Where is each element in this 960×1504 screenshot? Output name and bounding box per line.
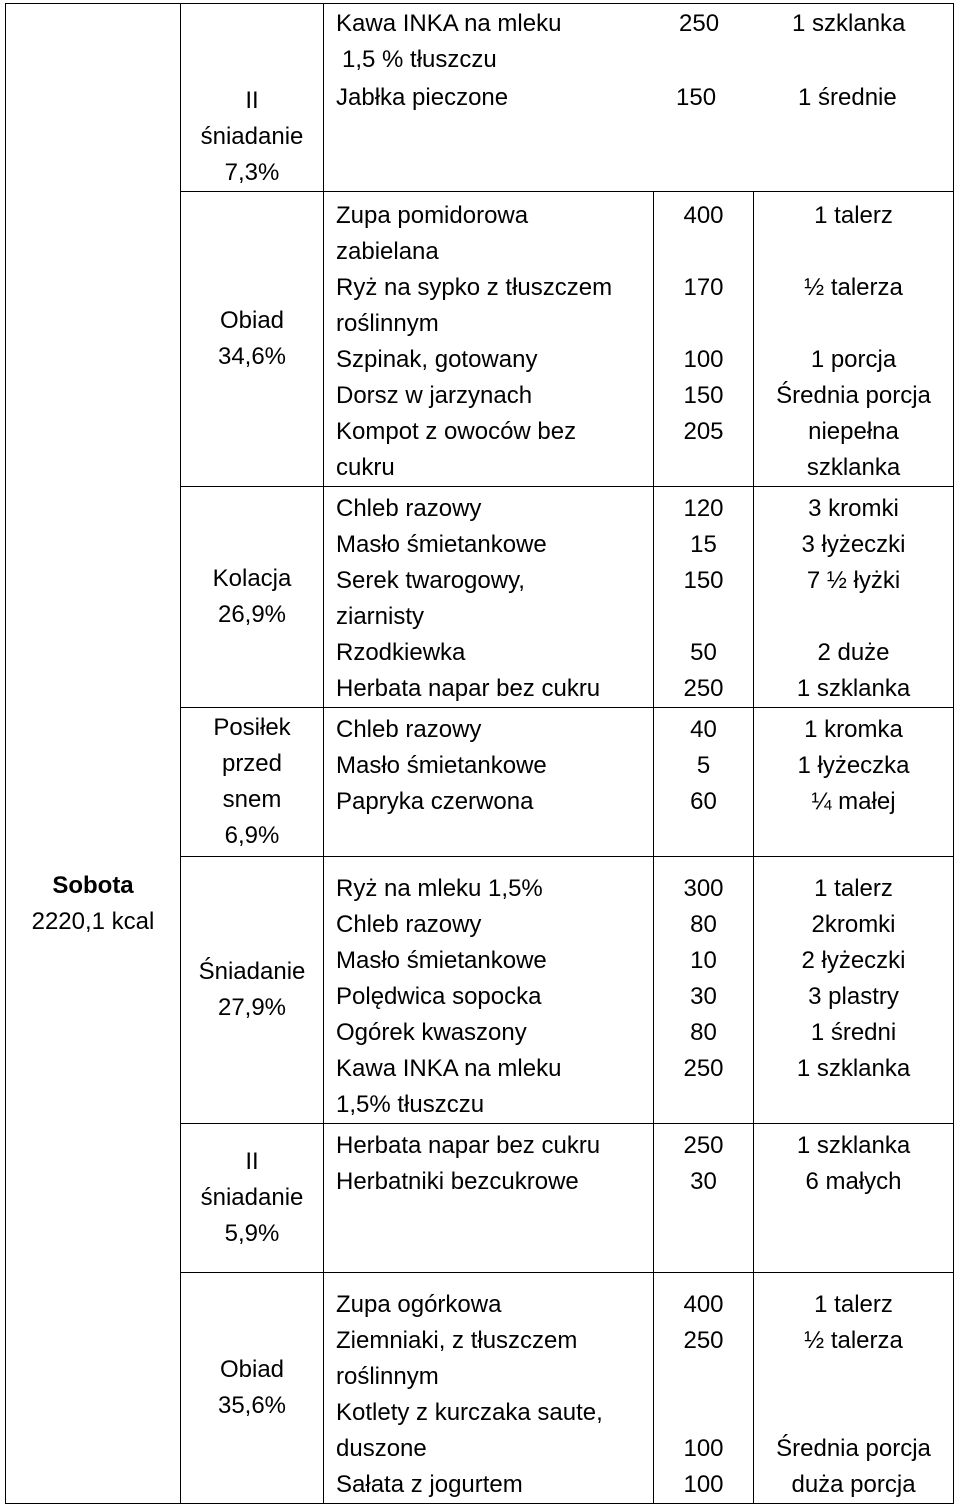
food-grams: 150 [676, 84, 717, 111]
portion-cell: 3 kromki 3 łyżeczki 7 ½ łyżki 2 duże 1 szklanka [754, 487, 954, 708]
portion-cell: 1 kromka 1 łyżeczka ¼ małej [754, 708, 954, 857]
meal-row [6, 4, 954, 84]
day-name: Sobota [52, 871, 134, 899]
meal-name-cell [181, 4, 324, 84]
meal-name-cell: Kolacja 26,9% [181, 487, 324, 708]
grams-cell: 250 30 [654, 1124, 754, 1273]
meal-plan-table [5, 3, 954, 1504]
food-cell: Herbata napar bez cukru Herbatniki bezcukrowe [324, 1124, 654, 1273]
food-grams: 250 [679, 10, 720, 37]
food-item: Jabłka pieczone [336, 84, 509, 111]
food-cell: Zupa ogórkowa Ziemniaki, z tłuszczem roślinnym Kotlety z kurczaka saute, duszone Sałata z jogurtem [324, 1273, 654, 1504]
grams-cell: 400 170 100 150 205 [654, 192, 754, 487]
food-cell: Chleb razowy Masło śmietankowe Papryka czerwona [324, 708, 654, 857]
food-item: 1,5 % tłuszczu [342, 46, 497, 73]
meal-name-cell: Śniadanie 27,9% [181, 857, 324, 1124]
food-cell: Ryż na mleku 1,5% Chleb razowy Masło śmietankowe Polędwica sopocka Ogórek kwaszony Kawa INKA na mleku 1,5% tłuszczu [324, 857, 654, 1124]
meal-name-cell: Obiad 35,6% [181, 1273, 324, 1504]
portion-cell: 1 szklanka 6 małych [754, 1124, 954, 1273]
day-cell [6, 4, 181, 1504]
food-item: Kawa INKA na mleku [336, 10, 562, 37]
grams-cell: 40 5 60 [654, 708, 754, 857]
food-cell: Chleb razowy Masło śmietankowe Serek twarogowy, ziarnisty Rzodkiewka Herbata napar bez cukru [324, 487, 654, 708]
meal-name-cell: II śniadanie 7,3% [181, 83, 324, 192]
portion-cell: 1 talerz ½ talerza 1 porcja Średnia porcja niepełna szklanka [754, 192, 954, 487]
portion-cell: 1 talerz ½ talerza Średnia porcja duża porcja [754, 1273, 954, 1504]
portion-cell: 1 talerz 2kromki 2 łyżeczki 3 plastry 1 średni 1 szklanka [754, 857, 954, 1124]
day-kcal: 2220,1 kcal [31, 907, 155, 935]
grams-cell: 120 15 150 50 250 [654, 487, 754, 708]
food-portion: 1 średnie [798, 84, 897, 111]
meal-name-cell: II śniadanie 5,9% [181, 1124, 324, 1273]
food-cell [324, 4, 954, 84]
meal-name-cell: Obiad 34,6% [181, 192, 324, 487]
grams-cell: 300 80 10 30 80 250 [654, 857, 754, 1124]
food-cell [324, 83, 954, 192]
food-cell: Zupa pomidorowa zabielana Ryż na sypko z tłuszczem roślinnym Szpinak, gotowany Dorsz w jarzynach Kompot z owoców bez cukru [324, 192, 654, 487]
grams-cell: 400 250 100 100 [654, 1273, 754, 1504]
food-portion: 1 szklanka [792, 10, 906, 37]
meal-name-cell: Posiłek przed snem 6,9% [181, 708, 324, 857]
